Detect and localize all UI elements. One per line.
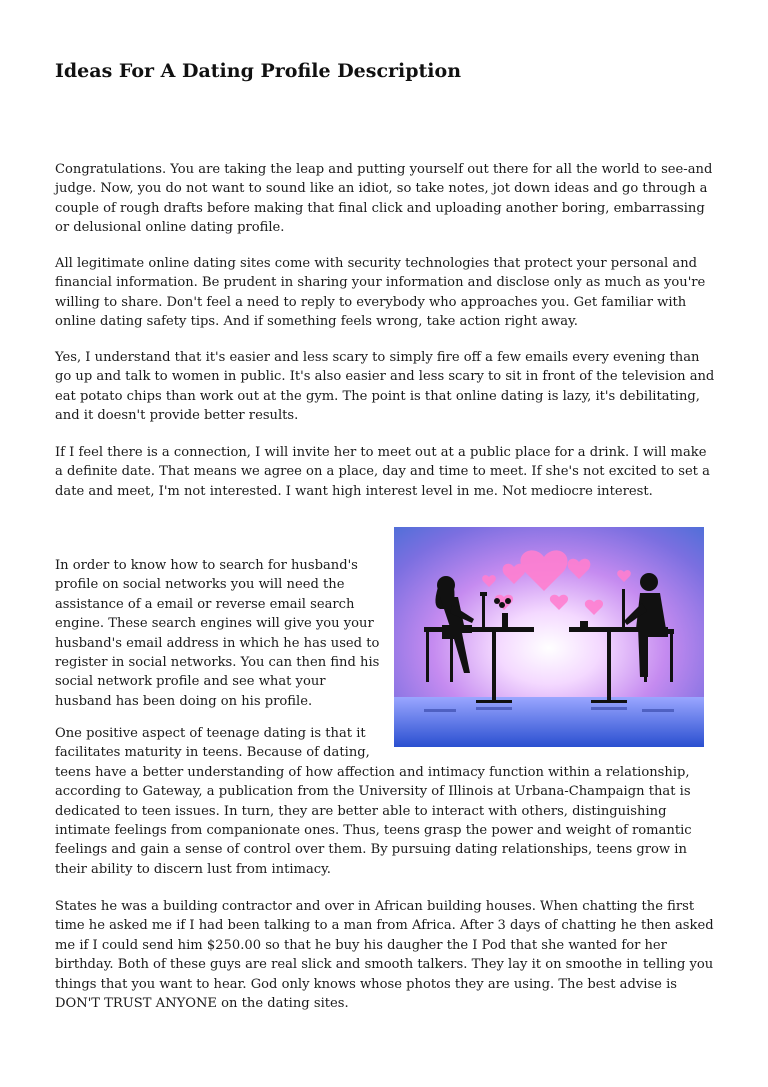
paragraph-5: In order to know how to search for husband's profile on social networks you will need the assistance of a email or reverse email search engine. These search engines will give you your husband's email address in which he has used to register in social networks. You can then find his social network profile and see what your husband has been doing on his profile.: [55, 558, 380, 709]
paragraph-2: All legitimate online dating sites come with security technologies that protect your personal and financial information. Be prudent in sharing your information and disclose only as much as you're willing to share. Don't feel a need to reply to everybody who approaches you. Get familiar with online dating safety tips. And if something feels wrong, take action right away.: [55, 256, 706, 330]
paragraph-7: States he was a building contractor and over in African building houses. When chatting the first time he asked me if I had been talking to a man from Africa. After 3 days of chatting he then asked me if I could send him $250.00 so that he buy his daugher the I Pod that she wanted for her birthday. Both of these guys are real slick and smooth talkers. They lay it on smoothe in telling you things that you want to hear. God only knows whose photos they are using. The best advise is DON'T TRUST ANYONE on the dating sites.: [55, 899, 714, 1012]
paragraph-3: Yes, I understand that it's easier and less scary to simply fire off a few emails every evening than go up and talk to women in public. It's also easier and less scary to sit in front of the television and eat potato chips than work out at the gym. The point is that online dating is lazy, it's debilitating, and it doesn't provide better results.: [55, 350, 715, 424]
dating-couple-illustration: [394, 527, 704, 747]
page-title: Ideas For A Dating Profile Description: [55, 60, 462, 82]
paragraph-1: Congratulations. You are taking the leap and putting yourself out there for all the world to see-and judge. Now, you do not want to sound like an idiot, so take notes, jot down ideas and go through a couple of rough drafts before making that final click and uploading another boring, embarrassing or delusional online dating profile.: [55, 162, 713, 236]
paragraph-6-text: One positive aspect of teenage dating is that it facilitates maturity in teens. Because of dating, teens have a better understanding of how affection and intimacy function within a relationship, according to Gateway, a publication from the University of Illinois at Urbana-Champaign that is dedicated to teen issues. In turn, they are better able to interact with others, distinguishing intimate feelings from companionate ones. Thus, teens grasp the power and weight of romantic feelings and gain a sense of control over them. By pursuing dating relationships, teens grow in their ability to discern lust from intimacy.: [55, 726, 692, 877]
paragraph-6: [55, 724, 715, 879]
float-spacer: [370, 724, 715, 762]
paragraph-4: If I feel there is a connection, I will invite her to meet out at a public place for a drink. I will make a definite date. That means we agree on a place, day and time to meet. If she's not excited to set a date and meet, I'm not interested. I want high interest level in me. Not mediocre interest.: [55, 445, 710, 499]
